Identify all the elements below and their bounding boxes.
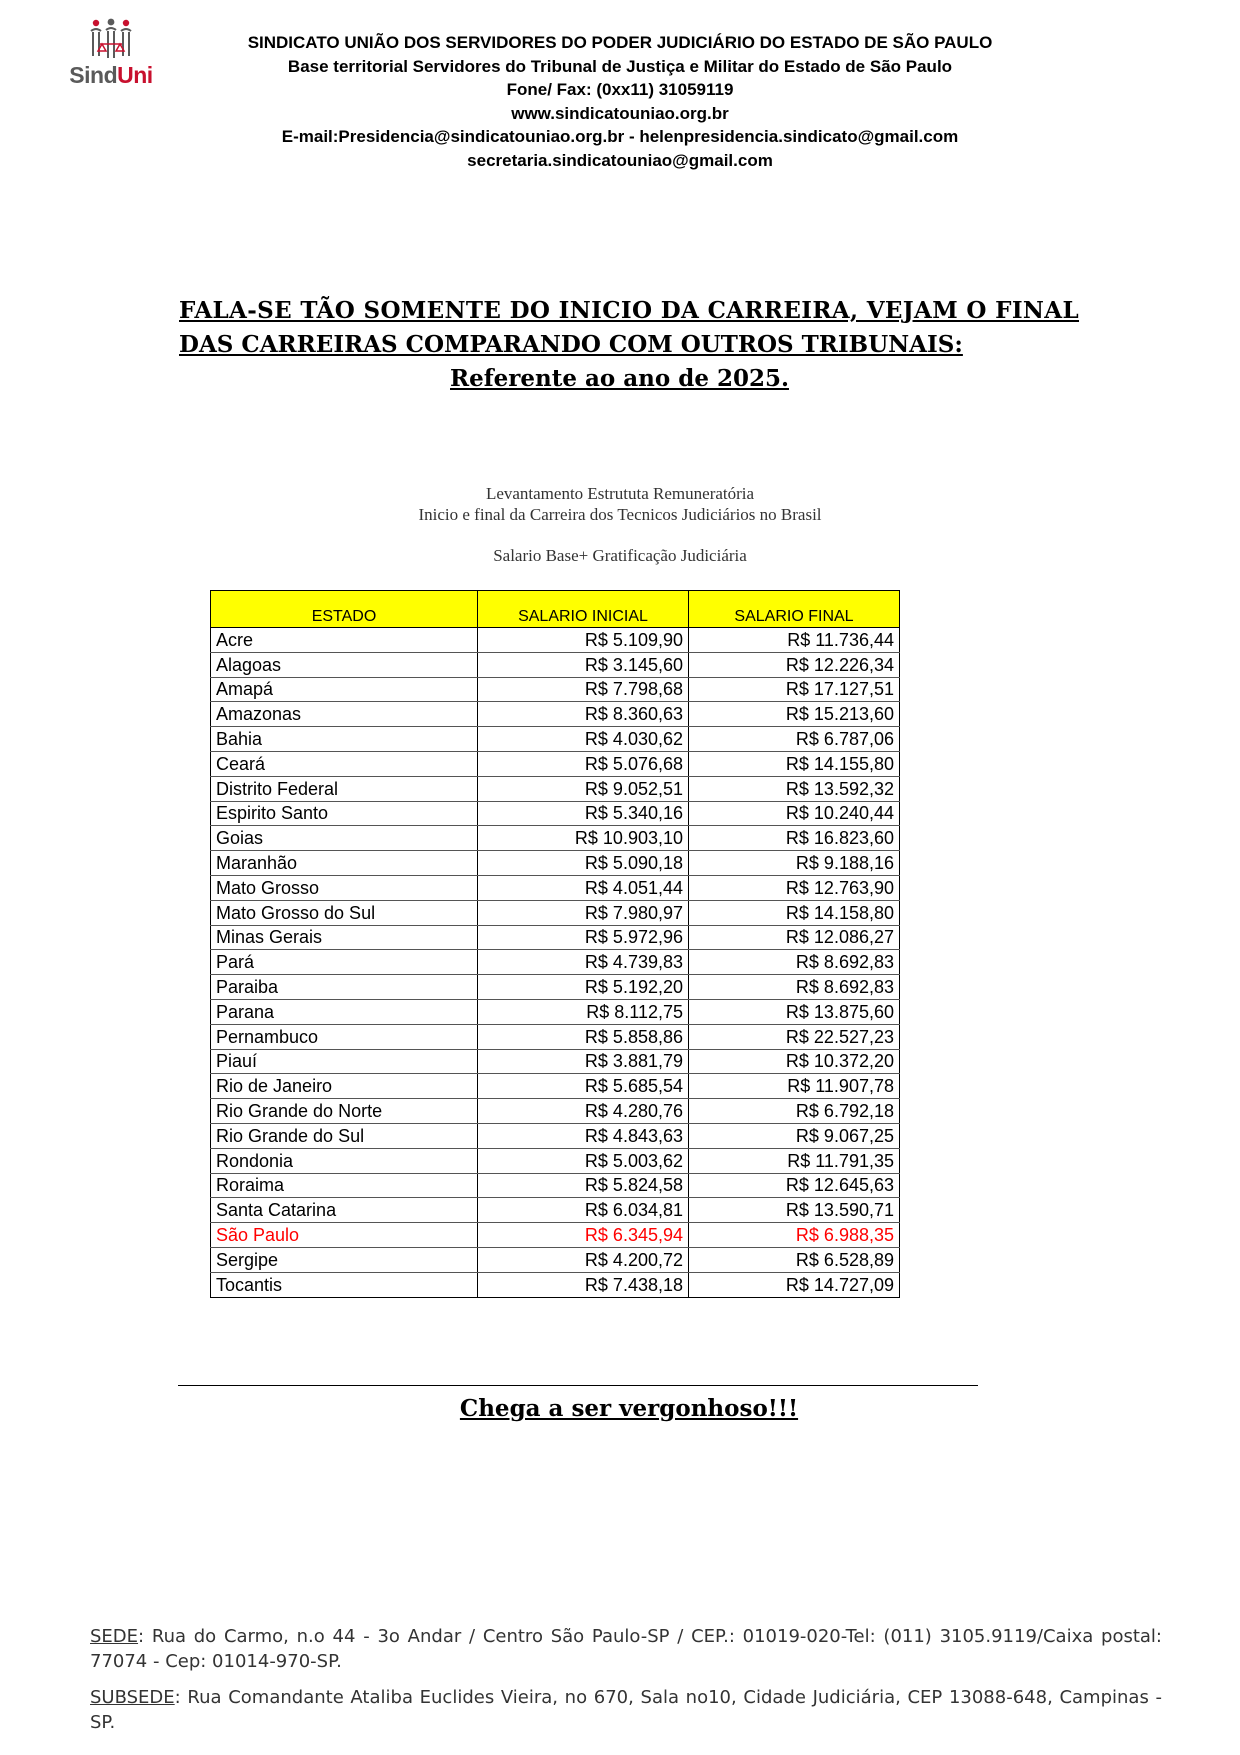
table-row <box>211 999 900 1024</box>
initial-salary-cell: R$ 4.280,76 <box>478 1099 689 1124</box>
state-cell: Rondonia <box>211 1148 478 1173</box>
table-row <box>211 900 900 925</box>
table-row <box>211 1099 900 1124</box>
initial-salary-cell: R$ 5.858,86 <box>478 1024 689 1049</box>
email-line-1: E-mail:Presidencia@sindicatouniao.org.br - helenpresidencia.sindicato@gmail.com <box>281 127 959 147</box>
table-row <box>211 1173 900 1198</box>
sinduni-logo <box>66 18 156 113</box>
state-cell: Distrito Federal <box>211 776 478 801</box>
letterhead <box>170 31 1070 173</box>
website: www.sindicatouniao.org.br <box>511 103 729 123</box>
state-cell: Espirito Santo <box>211 801 478 826</box>
state-cell: Amapá <box>211 677 478 702</box>
caption-line-2: Inicio e final da Carreira dos Tecnicos Judiciários no Brasil <box>418 505 822 524</box>
email-line-2: secretaria.sindicatouniao@gmail.com <box>467 150 773 170</box>
initial-salary-cell: R$ 5.109,90 <box>478 628 689 653</box>
initial-salary-cell: R$ 8.360,63 <box>478 702 689 727</box>
state-cell: Piauí <box>211 1049 478 1074</box>
final-salary-cell: R$ 9.067,25 <box>689 1123 900 1148</box>
initial-salary-cell: R$ 5.824,58 <box>478 1173 689 1198</box>
caption-line-1: Levantamento Estrututa Remuneratória <box>485 484 755 503</box>
initial-salary-cell: R$ 4.200,72 <box>478 1247 689 1272</box>
table-row <box>211 801 900 826</box>
caption-line-3: Salario Base+ Gratificação Judiciária <box>493 546 747 565</box>
table-row <box>211 628 900 653</box>
state-cell: Tocantis <box>211 1272 478 1297</box>
initial-salary-cell: R$ 5.076,68 <box>478 751 689 776</box>
table-row <box>211 1272 900 1297</box>
table-row <box>211 1074 900 1099</box>
sede-label: SEDE <box>90 1626 139 1647</box>
initial-salary-cell: R$ 5.972,96 <box>478 925 689 950</box>
subsede-address: : Rua Comandante Ataliba Euclides Vieira, no 670, Sala no10, Cidade Judiciária, CEP 13088-648, Campinas - SP. <box>90 1687 1162 1733</box>
final-salary-cell: R$ 11.791,35 <box>689 1148 900 1173</box>
initial-salary-cell: R$ 10.903,10 <box>478 826 689 851</box>
table-row <box>211 1148 900 1173</box>
state-cell: Goias <box>211 826 478 851</box>
table-row <box>211 751 900 776</box>
state-cell: Pará <box>211 950 478 975</box>
state-cell: Santa Catarina <box>211 1198 478 1223</box>
final-salary-cell: R$ 12.763,90 <box>689 875 900 900</box>
initial-salary-cell: R$ 5.685,54 <box>478 1074 689 1099</box>
state-cell: Mato Grosso <box>211 875 478 900</box>
final-salary-cell: R$ 11.907,78 <box>689 1074 900 1099</box>
table-row <box>211 826 900 851</box>
table-header-row <box>211 591 900 628</box>
phone-fax: Fone/ Fax: (0xx11) 31059119 <box>506 80 734 100</box>
final-salary-cell: R$ 6.528,89 <box>689 1247 900 1272</box>
state-cell: Maranhão <box>211 851 478 876</box>
header-salario-inicial: SALARIO INICIAL <box>478 591 689 628</box>
table-row <box>211 1123 900 1148</box>
final-salary-cell: R$ 8.692,83 <box>689 950 900 975</box>
header-estado: ESTADO <box>211 591 478 628</box>
table-row <box>211 851 900 876</box>
table-body <box>211 628 900 1298</box>
header-salario-final: SALARIO FINAL <box>689 591 900 628</box>
subsede-label: SUBSEDE <box>90 1687 175 1708</box>
initial-salary-cell: R$ 5.003,62 <box>478 1148 689 1173</box>
union-name: SINDICATO UNIÃO DOS SERVIDORES DO PODER JUDICIÁRIO DO ESTADO DE SÃO PAULO <box>247 33 993 52</box>
final-salary-cell: R$ 6.988,35 <box>689 1223 900 1248</box>
headline-line-3: Referente ao ano de 2025. <box>450 365 789 392</box>
state-cell: Rio de Janeiro <box>211 1074 478 1099</box>
table-row <box>211 975 900 1000</box>
final-salary-cell: R$ 14.727,09 <box>689 1272 900 1297</box>
final-salary-cell: R$ 13.592,32 <box>689 776 900 801</box>
state-cell: Sergipe <box>211 1247 478 1272</box>
final-salary-cell: R$ 12.226,34 <box>689 652 900 677</box>
final-salary-cell: R$ 13.875,60 <box>689 999 900 1024</box>
final-salary-cell: R$ 6.787,06 <box>689 727 900 752</box>
salary-table <box>210 590 900 1298</box>
final-salary-cell: R$ 9.188,16 <box>689 851 900 876</box>
territorial-base: Base territorial Servidores do Tribunal de Justiça e Militar do Estado de São Paulo <box>287 56 953 76</box>
state-cell: Rio Grande do Sul <box>211 1123 478 1148</box>
initial-salary-cell: R$ 4.739,83 <box>478 950 689 975</box>
initial-salary-cell: R$ 5.340,16 <box>478 801 689 826</box>
final-salary-cell: R$ 12.086,27 <box>689 925 900 950</box>
table-row <box>211 677 900 702</box>
table-row <box>211 1198 900 1223</box>
headline <box>179 294 1079 396</box>
state-cell: Acre <box>211 628 478 653</box>
table-row <box>211 702 900 727</box>
final-salary-cell: R$ 17.127,51 <box>689 677 900 702</box>
table-row <box>211 776 900 801</box>
state-cell: Roraima <box>211 1173 478 1198</box>
final-salary-cell: R$ 16.823,60 <box>689 826 900 851</box>
headline-line-1: FALA-SE TÃO SOMENTE DO INICIO DA CARREIRA, VEJAM O FINAL <box>179 297 1080 324</box>
closing-remark: Chega a ser vergonhoso!!! <box>459 1395 799 1422</box>
state-cell: Rio Grande do Norte <box>211 1099 478 1124</box>
table-row <box>211 950 900 975</box>
table-caption <box>300 483 940 566</box>
initial-salary-cell: R$ 7.438,18 <box>478 1272 689 1297</box>
initial-salary-cell: R$ 5.192,20 <box>478 975 689 1000</box>
final-salary-cell: R$ 13.590,71 <box>689 1198 900 1223</box>
initial-salary-cell: R$ 3.881,79 <box>478 1049 689 1074</box>
initial-salary-cell: R$ 3.145,60 <box>478 652 689 677</box>
final-salary-cell: R$ 14.158,80 <box>689 900 900 925</box>
state-cell: Pernambuco <box>211 1024 478 1049</box>
state-cell: Paraiba <box>211 975 478 1000</box>
final-salary-cell: R$ 6.792,18 <box>689 1099 900 1124</box>
state-cell: Minas Gerais <box>211 925 478 950</box>
table-row <box>211 1024 900 1049</box>
final-salary-cell: R$ 10.372,20 <box>689 1049 900 1074</box>
table-row <box>211 1049 900 1074</box>
people-scales-icon <box>88 18 134 62</box>
footer-sede <box>90 1624 1162 1674</box>
initial-salary-cell: R$ 4.051,44 <box>478 875 689 900</box>
initial-salary-cell: R$ 7.980,97 <box>478 900 689 925</box>
initial-salary-cell: R$ 9.052,51 <box>478 776 689 801</box>
final-salary-cell: R$ 11.736,44 <box>689 628 900 653</box>
initial-salary-cell: R$ 7.798,68 <box>478 677 689 702</box>
table-row <box>211 1223 900 1248</box>
initial-salary-cell: R$ 8.112,75 <box>478 999 689 1024</box>
state-cell: Amazonas <box>211 702 478 727</box>
divider-line <box>178 1385 978 1386</box>
final-salary-cell: R$ 10.240,44 <box>689 801 900 826</box>
state-cell: Ceará <box>211 751 478 776</box>
state-cell: Bahia <box>211 727 478 752</box>
initial-salary-cell: R$ 6.034,81 <box>478 1198 689 1223</box>
table-row <box>211 925 900 950</box>
initial-salary-cell: R$ 6.345,94 <box>478 1223 689 1248</box>
state-cell: Alagoas <box>211 652 478 677</box>
table-row <box>211 1247 900 1272</box>
footer <box>90 1624 1162 1746</box>
sede-address: : Rua do Carmo, n.o 44 - 3o Andar / Centro São Paulo-SP / CEP.: 01019-020-Tel: (011) 3105.9119/Caixa postal: 77074 - Cep: 01014-970-SP. <box>90 1626 1162 1672</box>
state-cell: Mato Grosso do Sul <box>211 900 478 925</box>
state-cell: São Paulo <box>211 1223 478 1248</box>
final-salary-cell: R$ 12.645,63 <box>689 1173 900 1198</box>
footer-subsede <box>90 1685 1162 1735</box>
final-salary-cell: R$ 8.692,83 <box>689 975 900 1000</box>
initial-salary-cell: R$ 4.843,63 <box>478 1123 689 1148</box>
headline-line-2: DAS CARREIRAS COMPARANDO COM OUTROS TRIBUNAIS: <box>179 331 963 358</box>
state-cell: Parana <box>211 999 478 1024</box>
table-row <box>211 875 900 900</box>
logo-wordmark: SindUni <box>69 62 153 88</box>
initial-salary-cell: R$ 4.030,62 <box>478 727 689 752</box>
table-row <box>211 727 900 752</box>
table-row <box>211 652 900 677</box>
initial-salary-cell: R$ 5.090,18 <box>478 851 689 876</box>
final-salary-cell: R$ 22.527,23 <box>689 1024 900 1049</box>
final-salary-cell: R$ 15.213,60 <box>689 702 900 727</box>
final-salary-cell: R$ 14.155,80 <box>689 751 900 776</box>
